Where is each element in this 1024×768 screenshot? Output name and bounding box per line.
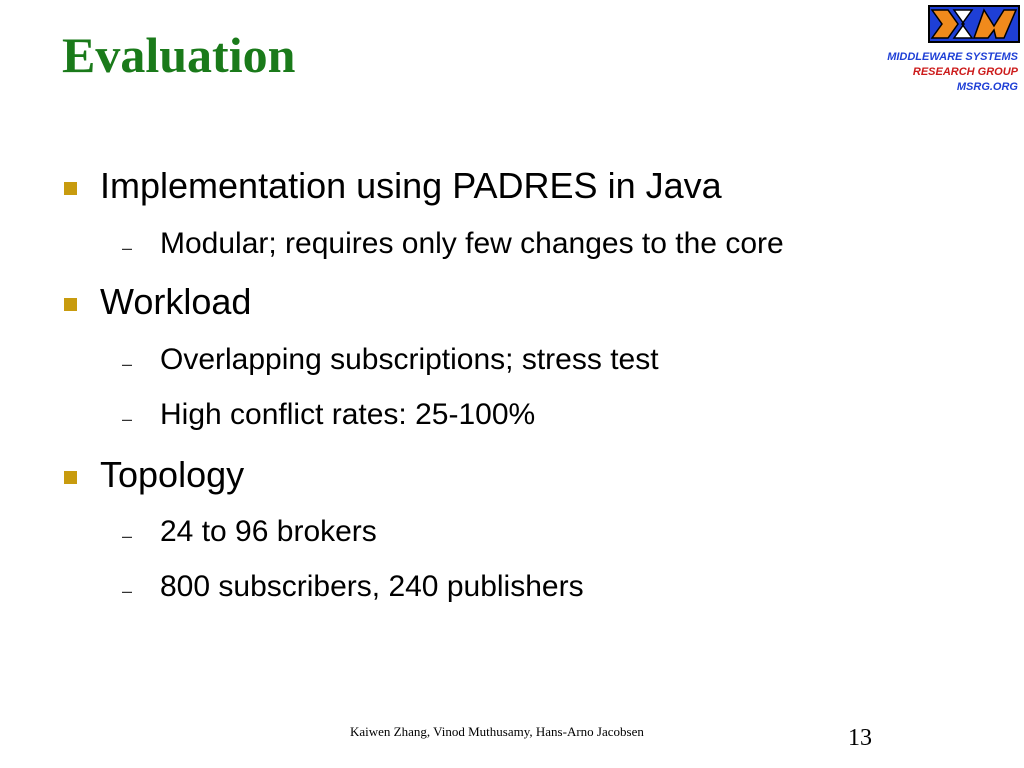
- logo-line-1: MIDDLEWARE SYSTEMS: [887, 51, 1018, 63]
- sub-bullet-item: – High conflict rates: 25-100%: [160, 398, 535, 432]
- bullet-item: Workload: [100, 281, 252, 322]
- logo-line-3: MSRG.ORG: [956, 81, 1018, 93]
- sub-bullet-item: – 800 subscribers, 240 publishers: [160, 570, 584, 604]
- slide-footer-authors: Kaiwen Zhang, Vinod Muthusamy, Hans-Arno Jacobsen: [350, 724, 644, 739]
- bullet-item: Topology: [100, 454, 245, 495]
- sub-bullet-item: – Modular; requires only few changes to the core: [160, 227, 784, 261]
- sub-bullet-item: – Overlapping subscriptions; stress test: [160, 343, 659, 377]
- bullet-item: Implementation using PADRES in Java: [100, 165, 722, 206]
- slide-title: Evaluation: [62, 27, 296, 83]
- sub-bullet-item: – 24 to 96 brokers: [160, 515, 377, 549]
- logo-line-2: RESEARCH GROUP: [912, 66, 1018, 78]
- page-number: 13: [848, 725, 872, 751]
